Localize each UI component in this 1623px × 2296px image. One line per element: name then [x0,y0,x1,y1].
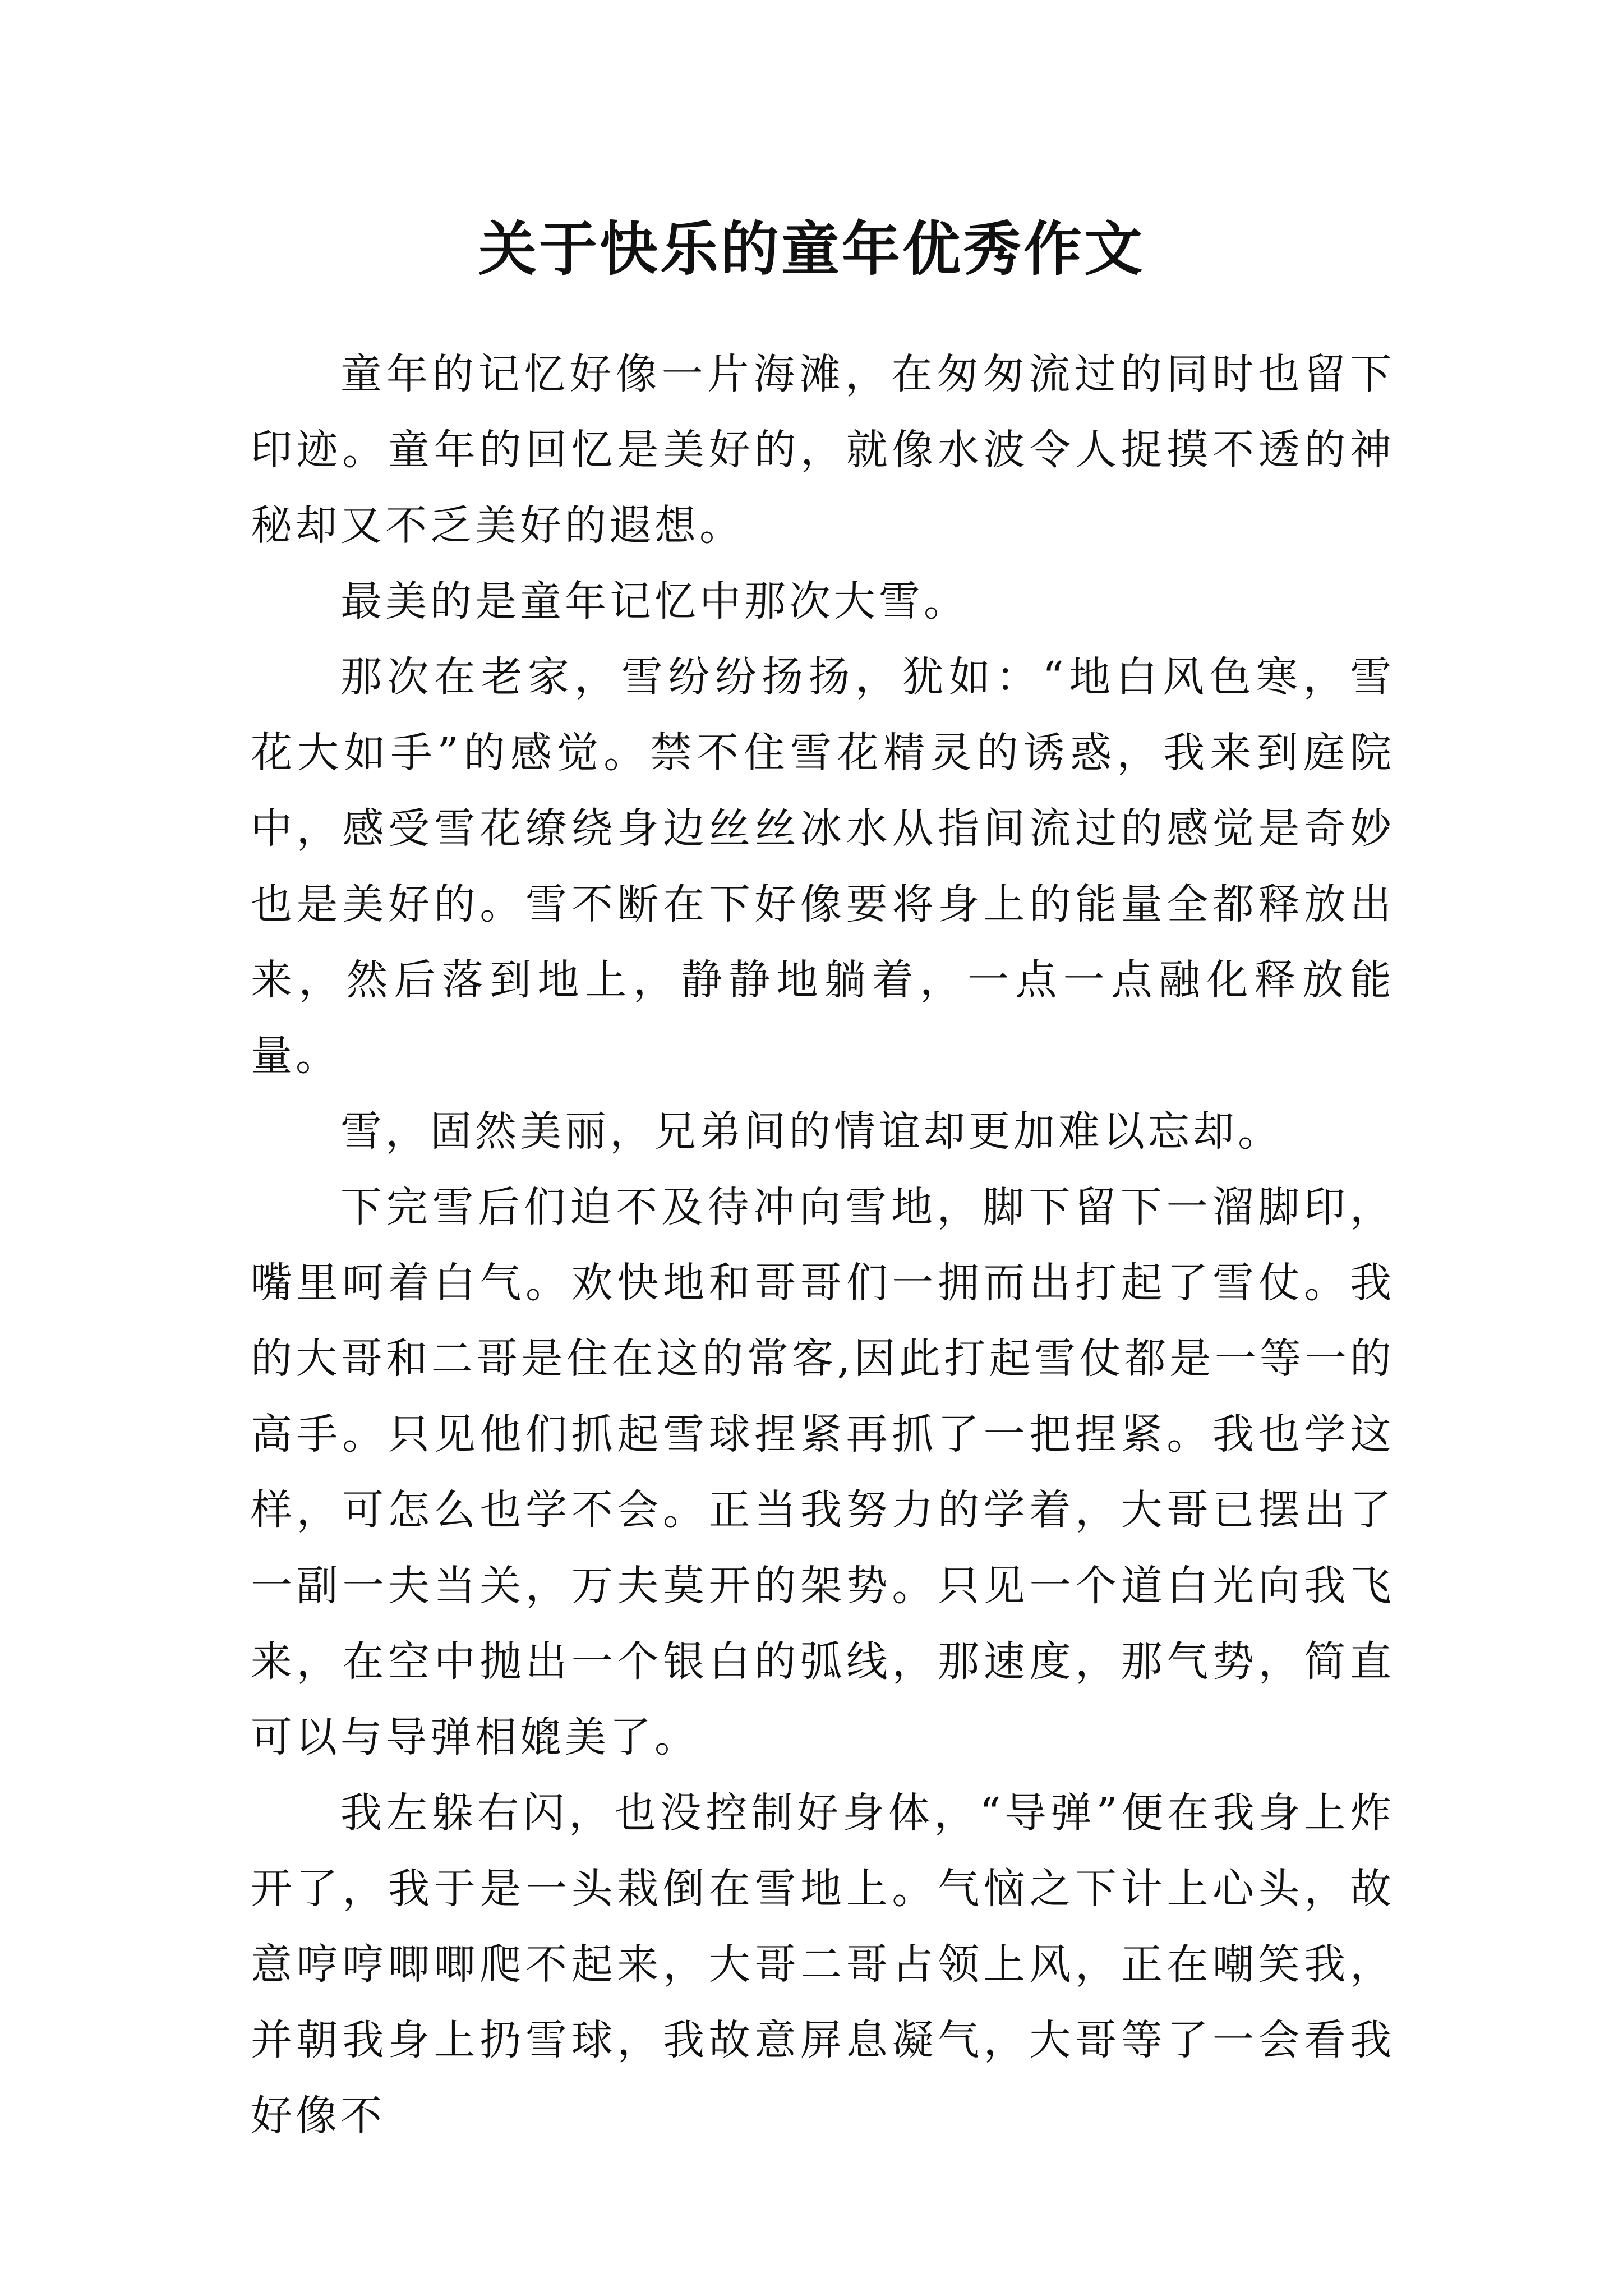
page-title: 关于快乐的童年优秀作文 [478,214,1145,283]
essay-body [251,337,1395,2154]
paragraph: 下完雪后们迫不及待冲向雪地，脚下留下一溜脚印，嘴里呵着白气。欢快地和哥哥们一拥而出打起了雪仗。我的大哥和二哥是住在这的常客,因此打起雪仗都是一等一的高手。只见他们抓起雪球捏紧再抓了一把捏紧。我也学这样，可怎么也学不会。正当我努力的学着，大哥已摆出了一副一夫当关，万夫莫开的架势。只见一个道白光向我飞来，在空中抛出一个银白的弧线，那速度，那气势，简直可以与导弹相媲美了。 [251,1183,1395,1761]
paragraph: 雪，固然美丽，兄弟间的情谊却更加难以忘却。 [340,1107,1283,1156]
paragraph: 我左躲右闪，也没控制好身体，“导弹”便在我身上炸开了，我于是一头栽倒在雪地上。气恼之下计上心头，故意哼哼唧唧爬不起来，大哥二哥占领上风，正在嘲笑我，并朝我身上扔雪球，我故意屏息凝气，大哥等了一会看我好像不 [251,1789,1395,2140]
paragraph: 最美的是童年记忆中那次大雪。 [340,577,969,625]
paragraph: 童年的记忆好像一片海滩，在匆匆流过的同时也留下印迹。童年的回忆是美好的，就像水波令人捉摸不透的神秘却又不乏美好的遐想。 [251,350,1395,550]
paragraph: 那次在老家，雪纷纷扬扬，犹如：“地白风色寒，雪花大如手”的感觉。禁不住雪花精灵的诱惑，我来到庭院中，感受雪花缭绕身边丝丝冰水从指间流过的感觉是奇妙也是美好的。雪不断在下好像要将身上的能量全都释放出来，然后落到地上，静静地躺着，一点一点融化释放能量。 [251,653,1395,1080]
